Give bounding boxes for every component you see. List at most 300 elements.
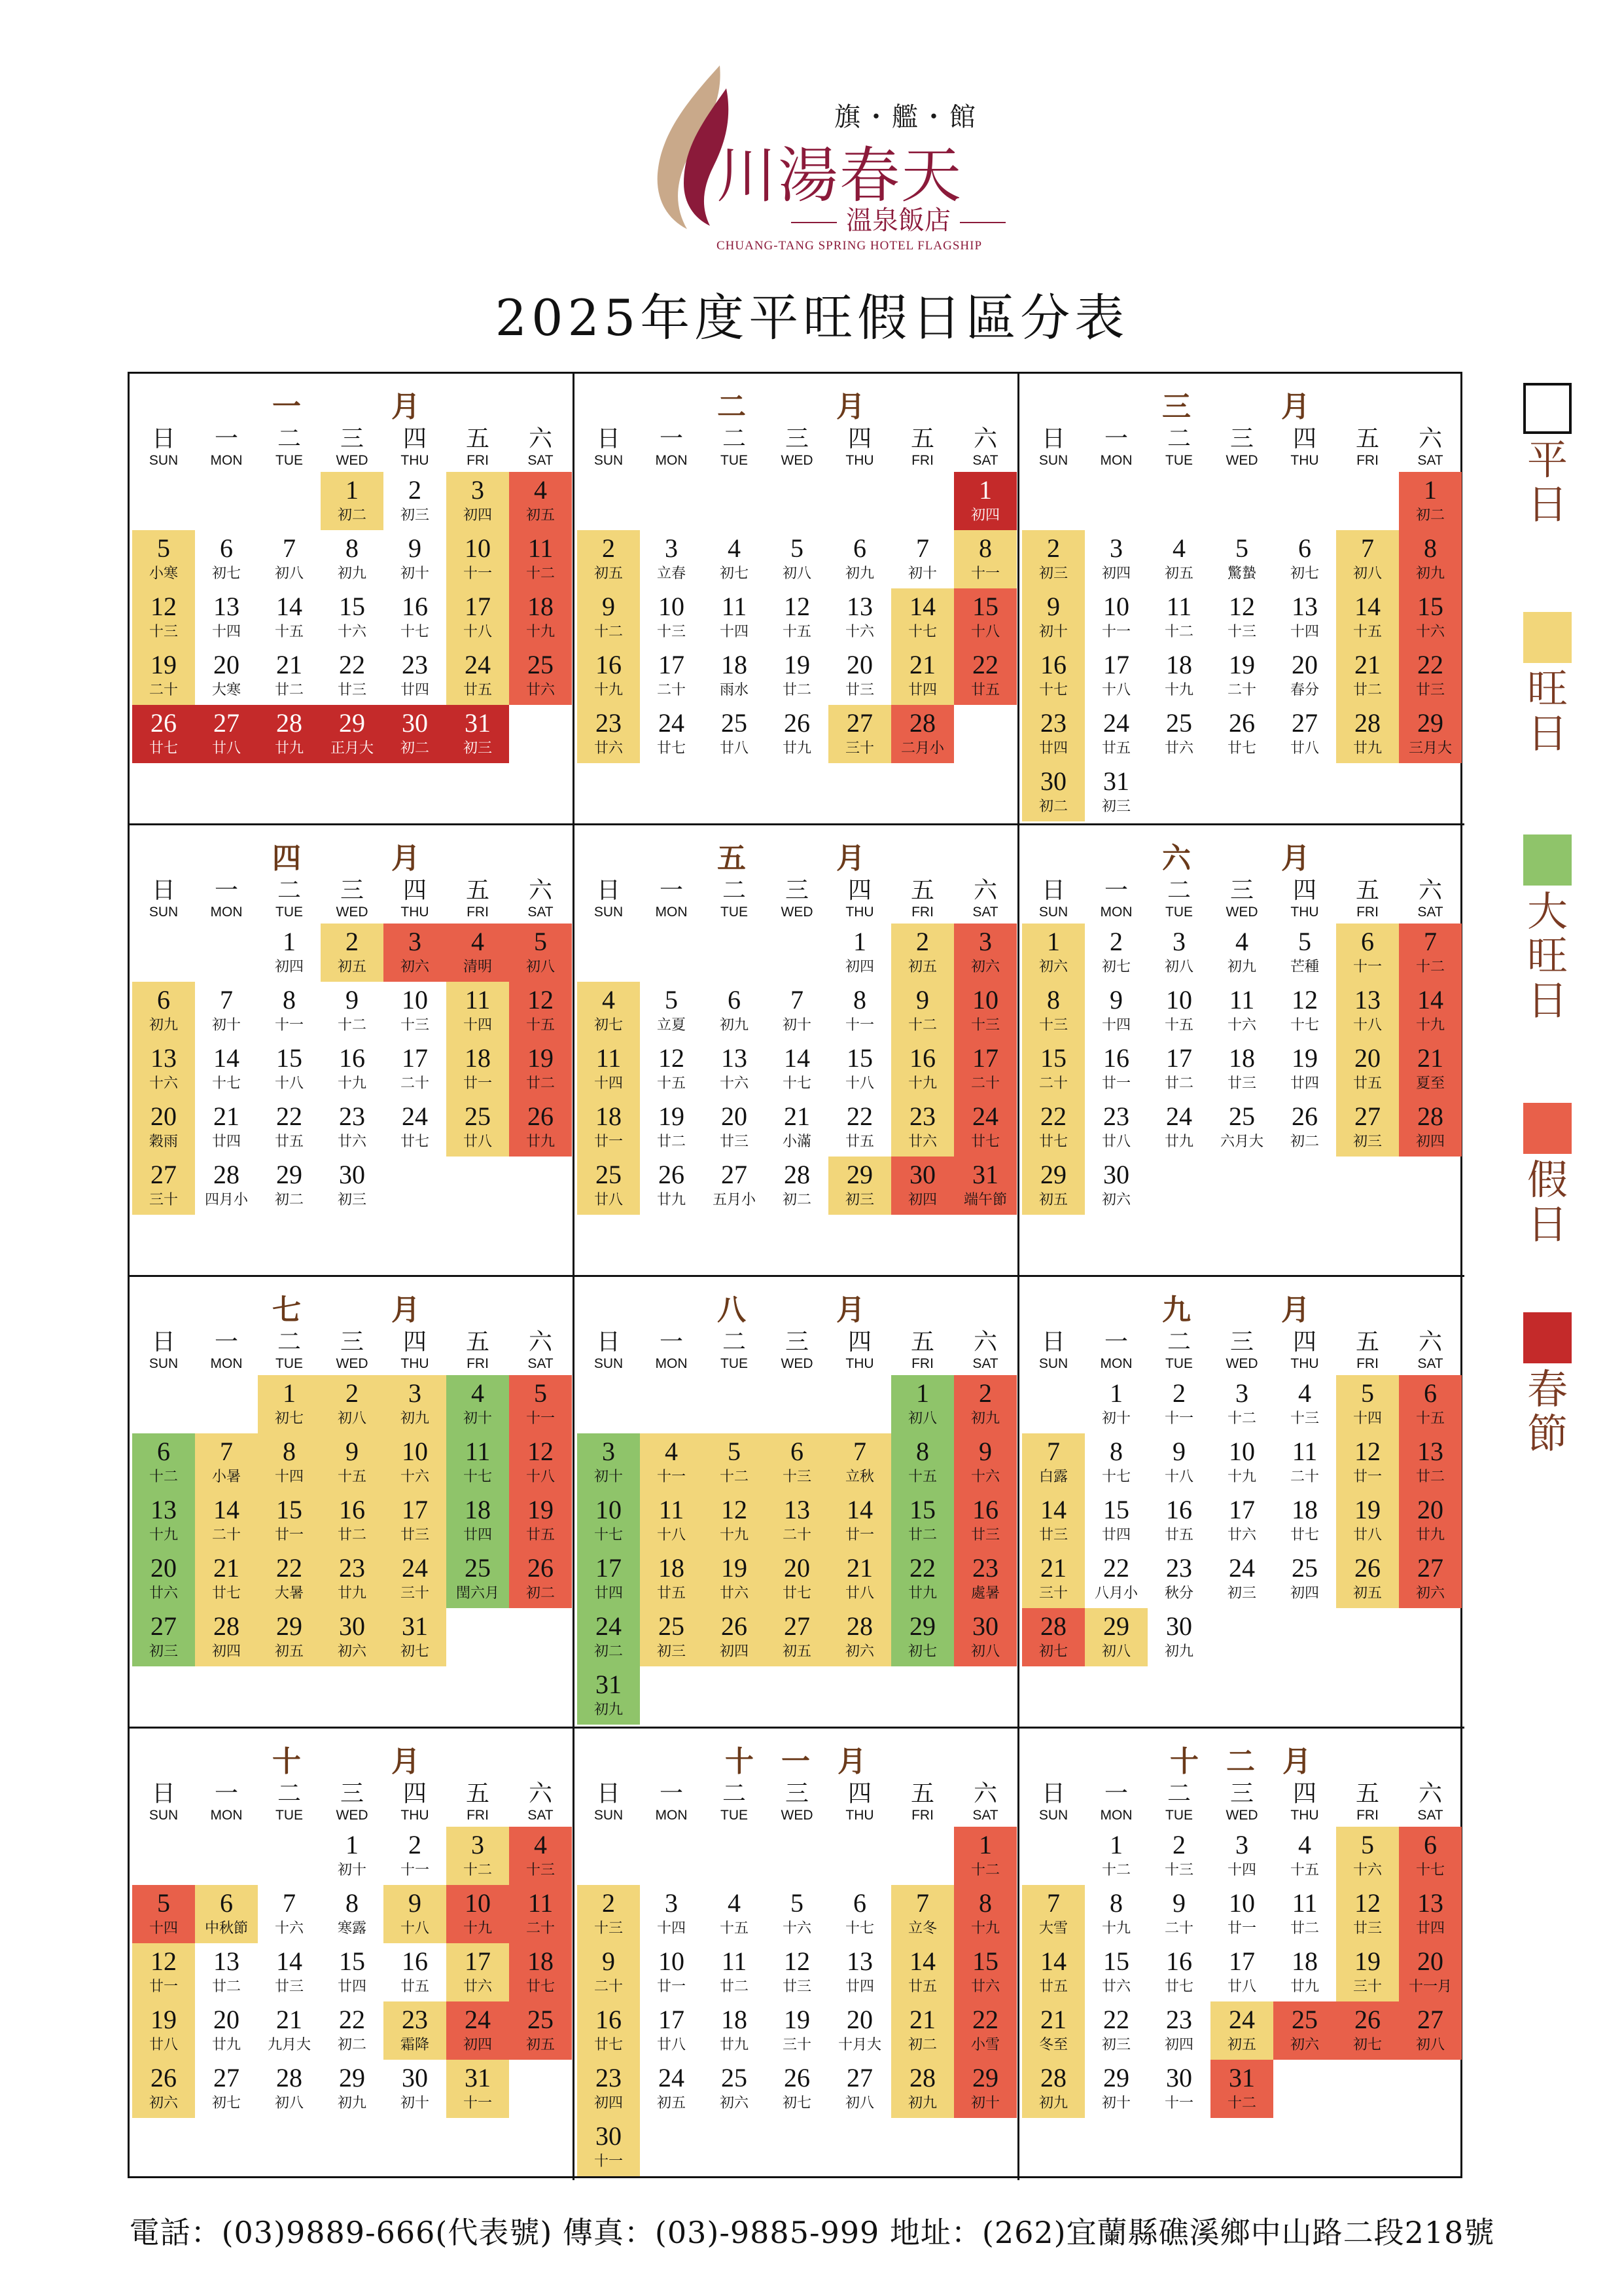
day-number: 21 [1417,1043,1443,1073]
day-number: 11 [1229,985,1255,1014]
day-number: 28 [847,1611,873,1641]
lunar-date: 十七 [463,1469,492,1485]
day-cell [1148,647,1210,705]
day-number: 2 [408,1830,421,1859]
lunar-date: 廿二 [1164,1075,1193,1092]
day-cell [1273,705,1336,763]
weekday-en: THU [1290,453,1319,468]
day-number: 24 [972,1102,998,1131]
lunar-date: 十六 [1352,1862,1382,1878]
day-cell [766,588,828,647]
day-number: 24 [1103,708,1129,738]
lunar-date: 十七 [782,1075,811,1092]
lunar-date: 初九 [1164,1643,1193,1660]
weekday-header [1399,878,1462,921]
legend-swatch [1523,1103,1572,1154]
weekday-header [1273,1329,1336,1372]
lunar-date: 十三 [1164,1862,1193,1878]
lunar-date: 十七 [1290,1017,1319,1033]
day-number: 24 [465,2005,491,2034]
lunar-date: 初七 [1038,1643,1068,1660]
day-number: 21 [276,2005,302,2034]
day-number: 1 [979,1830,992,1859]
lunar-date: 廿六 [719,1585,749,1602]
weekday-header [1085,426,1148,469]
weekday-en: SUN [1038,1356,1068,1371]
day-cell [1399,1943,1462,2001]
lunar-date: 初五 [1352,1585,1382,1602]
lunar-date: 廿四 [1038,740,1068,757]
lunar-date: 初二 [782,1192,811,1208]
weekday-header [1273,1781,1336,1824]
lunar-date: 十六 [400,1469,429,1485]
day-number: 18 [465,1495,491,1524]
day-cell [1210,982,1273,1040]
day-number: 18 [465,1043,491,1073]
day-cell [258,530,321,588]
weekday-header [703,426,766,469]
weekday-header [1336,878,1399,921]
day-number: 30 [1040,766,1067,796]
day-number: 22 [339,650,365,679]
day-number: 10 [1103,592,1129,621]
month-name-char: 一 [781,1745,810,1778]
weekday-en: MON [210,1356,243,1371]
day-number: 5 [790,1888,803,1918]
month-name [130,834,574,874]
lunar-date: 初四 [1101,565,1131,582]
day-cell [1210,1492,1273,1550]
day-number: 15 [1040,1043,1067,1073]
weekday-header [828,1329,891,1372]
day-number: 9 [345,985,359,1014]
weekday-en: TUE [275,905,303,920]
lunar-date: 廿二 [719,1979,749,1995]
day-cell [446,2001,509,2060]
weekday-zh: 六 [973,1780,997,1807]
lunar-date: 十三 [149,624,178,640]
day-number: 8 [345,533,359,563]
day-number: 20 [213,650,239,679]
day-number: 28 [213,1611,239,1641]
day-number: 26 [1292,1102,1318,1131]
lunar-date: 初五 [593,565,623,582]
weekday-zh: 二 [1167,425,1191,452]
day-number: 24 [1229,2005,1255,2034]
day-cell [891,2060,954,2118]
lunar-date: 十三 [782,1469,811,1485]
month-3 [1019,374,1464,825]
lunar-date: 十九 [149,1527,178,1543]
day-cell [383,2060,446,2118]
weekday-header [577,1781,640,1824]
lunar-date: 廿九 [1352,740,1382,757]
lunar-date: 廿二 [1290,1920,1319,1937]
lunar-date: 春分 [1290,682,1319,698]
weekday-en: THU [845,453,874,468]
day-cell [321,1943,383,2001]
lunar-date: 十九 [1415,1017,1445,1033]
day-number: 20 [847,2005,873,2034]
day-cell [1273,647,1336,705]
weekday-en: SAT [527,905,554,920]
day-number: 30 [402,2063,428,2092]
lunar-date: 廿六 [1101,1979,1131,1995]
day-number: 23 [595,708,622,738]
lunar-date: 廿五 [1352,1075,1382,1092]
day-number: 29 [1103,2063,1129,2092]
day-cell [1148,1433,1210,1492]
weekday-zh: 五 [910,425,934,452]
day-number: 27 [150,1611,177,1641]
lunar-date: 十一 [1352,959,1382,975]
day-cell [891,1608,954,1666]
lunar-date: 雨水 [719,682,749,698]
day-cell [132,1550,195,1608]
day-cell [1148,1040,1210,1098]
lunar-date: 初五 [274,1643,304,1660]
weekday-zh: 日 [596,1780,620,1807]
weekday-en: TUE [720,1356,748,1371]
lunar-date: 初十 [400,2095,429,2111]
legend-swatch [1523,612,1572,663]
lunar-date: 初五 [1164,565,1193,582]
lunar-date: 初九 [1415,565,1445,582]
day-number: 25 [721,708,747,738]
day-cell [891,1040,954,1098]
weekday-zh: 五 [465,877,489,904]
day-number: 8 [1110,1437,1123,1466]
month-name-char: 一 [272,390,301,423]
day-cell [1210,1885,1273,1943]
day-cell [258,1492,321,1550]
day-cell [1336,647,1399,705]
lunar-date: 初七 [593,1017,623,1033]
day-cell [766,705,828,763]
lunar-date: 初十 [400,565,429,582]
day-cell [828,588,891,647]
day-number: 15 [276,1495,302,1524]
weekday-en: WED [336,1356,368,1371]
day-number: 29 [1040,1160,1067,1189]
day-number: 1 [345,1830,359,1859]
month-name-char: 五 [717,842,746,875]
weekday-zh: 一 [659,425,683,452]
day-number: 16 [339,1495,365,1524]
day-cell [383,982,446,1040]
weekday-header [383,878,446,921]
day-cell [446,1550,509,1608]
day-cell [509,1885,572,1943]
day-cell [1273,1040,1336,1098]
day-number: 7 [1047,1888,1060,1918]
weekday-header [509,1329,572,1372]
day-cell [321,1433,383,1492]
day-number: 12 [658,1043,684,1073]
weekday-zh: 三 [340,1780,364,1807]
day-cell [1085,2060,1148,2118]
lunar-date: 十五 [782,624,811,640]
day-cell [1148,1550,1210,1608]
day-number: 21 [213,1553,239,1583]
day-cell [640,1608,703,1666]
day-number: 4 [1173,533,1186,563]
day-number: 5 [534,927,547,956]
lunar-date: 廿五 [1164,1527,1193,1543]
day-cell [891,647,954,705]
day-cell [640,588,703,647]
lunar-date: 十七 [1038,682,1068,698]
weekday-en: SAT [527,1808,554,1823]
day-number: 11 [721,592,747,621]
lunar-date: 初八 [782,565,811,582]
lunar-date: 十五 [719,1920,749,1937]
day-cell [828,1885,891,1943]
day-number: 9 [1047,592,1060,621]
day-number: 4 [665,1437,678,1466]
lunar-date: 初十 [782,1017,811,1033]
lunar-date: 初五 [656,2095,686,2111]
day-cell [1273,1943,1336,2001]
day-cell [1210,1098,1273,1157]
day-number: 16 [1103,1043,1129,1073]
month-name-char: 八 [717,1293,746,1327]
day-cell [1273,1433,1336,1492]
lunar-date: 廿一 [463,1075,492,1092]
weekday-header [1210,1781,1273,1824]
day-number: 15 [972,592,998,621]
lunar-date: 廿五 [1101,740,1131,757]
day-cell [640,1040,703,1098]
day-number: 1 [1424,475,1437,505]
day-cell [828,1157,891,1215]
weekday-en: THU [400,1356,429,1371]
month-6 [1019,825,1464,1277]
day-number: 27 [847,2063,873,2092]
lunar-date: 十一 [593,2153,623,2170]
lunar-date: 夏至 [1415,1075,1445,1092]
month-9 [1019,1277,1464,1729]
legend-swatch [1523,834,1572,886]
lunar-date: 秋分 [1164,1585,1193,1602]
day-number: 20 [150,1102,177,1131]
lunar-date: 初十 [1038,624,1068,640]
day-number: 8 [283,985,296,1014]
day-cell [446,1040,509,1098]
day-number: 13 [847,592,873,621]
month-name [1019,1738,1464,1777]
legend-label: 大 旺 日 [1527,888,1568,1024]
weekday-en: WED [336,453,368,468]
lunar-date: 二十 [1290,1469,1319,1485]
weekday-header [1210,426,1273,469]
weekday-zh: 四 [847,425,872,452]
day-cell [703,1040,766,1098]
weekday-header [1336,1781,1399,1824]
day-number: 16 [595,2005,622,2034]
day-number: 26 [1354,2005,1381,2034]
day-cell [446,1827,509,1885]
day-number: 8 [1424,533,1437,563]
weekday-en: FRI [1356,1356,1379,1371]
month-name [1019,383,1464,422]
lunar-date: 十六 [970,1469,1000,1485]
day-number: 19 [1229,650,1255,679]
day-cell [891,1098,954,1157]
day-number: 14 [1040,1495,1067,1524]
day-number: 19 [527,1495,554,1524]
lunar-date: 廿六 [593,740,623,757]
lunar-date: 初三 [1101,798,1131,815]
day-cell [1273,1827,1336,1885]
lunar-date: 初七 [1352,2037,1382,2053]
day-number: 9 [1173,1437,1186,1466]
lunar-date: 初四 [593,2095,623,2111]
day-cell [383,2001,446,2060]
day-number: 12 [1229,592,1255,621]
day-cell [1399,1375,1462,1433]
day-cell [1085,647,1148,705]
day-cell [509,472,572,530]
lunar-date: 廿九 [1164,1134,1193,1150]
weekday-zh: 六 [528,1780,552,1807]
day-number: 16 [1040,650,1067,679]
weekday-zh: 日 [151,1329,175,1355]
day-number: 22 [847,1102,873,1131]
weekday-zh: 四 [1292,425,1316,452]
day-cell [321,472,383,530]
day-cell [1085,1098,1148,1157]
lunar-date: 初二 [1415,507,1445,524]
day-cell [1148,924,1210,982]
month-name-char: 月 [391,842,420,875]
weekday-en: TUE [1165,453,1193,468]
weekday-zh: 日 [596,1329,620,1355]
day-number: 22 [276,1102,302,1131]
day-cell [954,588,1017,647]
day-number: 14 [1040,1946,1067,1976]
day-number: 12 [1354,1888,1381,1918]
weekday-header [1022,878,1085,921]
weekday-en: MON [210,905,243,920]
lunar-date: 大雪 [1038,1920,1068,1937]
weekday-zh: 二 [277,1780,301,1807]
day-cell [577,2060,640,2118]
lunar-date: 初二 [274,1192,304,1208]
weekday-zh: 六 [528,1329,552,1355]
lunar-date: 十一 [274,1017,304,1033]
lunar-date: 十三 [656,624,686,640]
day-number: 31 [465,708,491,738]
day-number: 17 [972,1043,998,1073]
day-cell [766,530,828,588]
day-number: 6 [220,533,233,563]
lunar-date: 廿六 [970,1979,1000,1995]
day-number: 28 [213,1160,239,1189]
day-number: 18 [527,592,554,621]
day-number: 16 [972,1495,998,1524]
weekday-header [766,878,828,921]
lunar-date: 十一月 [1408,1979,1452,1995]
day-cell [954,1098,1017,1157]
lunar-date: 廿六 [463,1979,492,1995]
day-number: 3 [408,1378,421,1408]
month-7 [130,1277,574,1729]
lunar-date: 初九 [970,1410,1000,1427]
legend-label: 旺 日 [1527,665,1568,757]
day-number: 2 [979,1378,992,1408]
weekday-en: SAT [1417,905,1443,920]
day-number: 29 [847,1160,873,1189]
lunar-date: 廿四 [463,1527,492,1543]
lunar-date: 初八 [525,959,555,975]
lunar-date: 初二 [1038,798,1068,815]
weekday-en: MON [655,905,688,920]
day-cell [954,1375,1017,1433]
day-number: 6 [728,985,741,1014]
day-cell [509,1943,572,2001]
weekday-en: SAT [972,453,998,468]
day-number: 1 [853,927,866,956]
day-number: 23 [1166,2005,1192,2034]
lunar-date: 小滿 [782,1134,811,1150]
weekday-en: MON [1100,1808,1133,1823]
lunar-date: 廿八 [845,1585,874,1602]
hotel-logo [648,62,988,259]
weekday-zh: 一 [1104,1780,1128,1807]
day-cell [383,588,446,647]
day-cell [1085,763,1148,821]
day-number: 7 [220,1437,233,1466]
day-cell [577,1157,640,1215]
day-number: 17 [402,1043,428,1073]
weekday-en: THU [1290,1808,1319,1823]
lunar-date: 廿七 [149,740,178,757]
lunar-date: 廿八 [719,740,749,757]
weekday-en: TUE [720,905,748,920]
day-cell [828,1608,891,1666]
day-cell [1022,763,1085,821]
lunar-date: 廿五 [656,1585,686,1602]
lunar-date: 廿六 [337,1134,366,1150]
day-cell [577,705,640,763]
weekday-header [1085,878,1148,921]
day-number: 25 [1292,1553,1318,1583]
day-cell [1210,1550,1273,1608]
day-cell [1273,1550,1336,1608]
lunar-date: 廿三 [970,1527,1000,1543]
day-cell [195,530,258,588]
weekday-header [703,878,766,921]
weekday-header [446,1781,509,1824]
weekday-zh: 四 [402,1780,427,1807]
lunar-date: 十八 [463,624,492,640]
day-number: 19 [721,1553,747,1583]
day-number: 21 [1040,1553,1067,1583]
lunar-date: 初十 [463,1410,492,1427]
lunar-date: 初九 [719,1017,749,1033]
lunar-date: 初四 [719,1643,749,1660]
weekday-en: FRI [467,905,489,920]
day-cell [1210,1827,1273,1885]
month-name-char: 月 [836,390,865,423]
lunar-date: 廿四 [1101,1527,1131,1543]
lunar-date: 十二 [149,1469,178,1485]
day-cell [640,1492,703,1550]
day-cell [132,530,195,588]
weekday-en: WED [1226,905,1258,920]
weekday-zh: 日 [151,877,175,904]
